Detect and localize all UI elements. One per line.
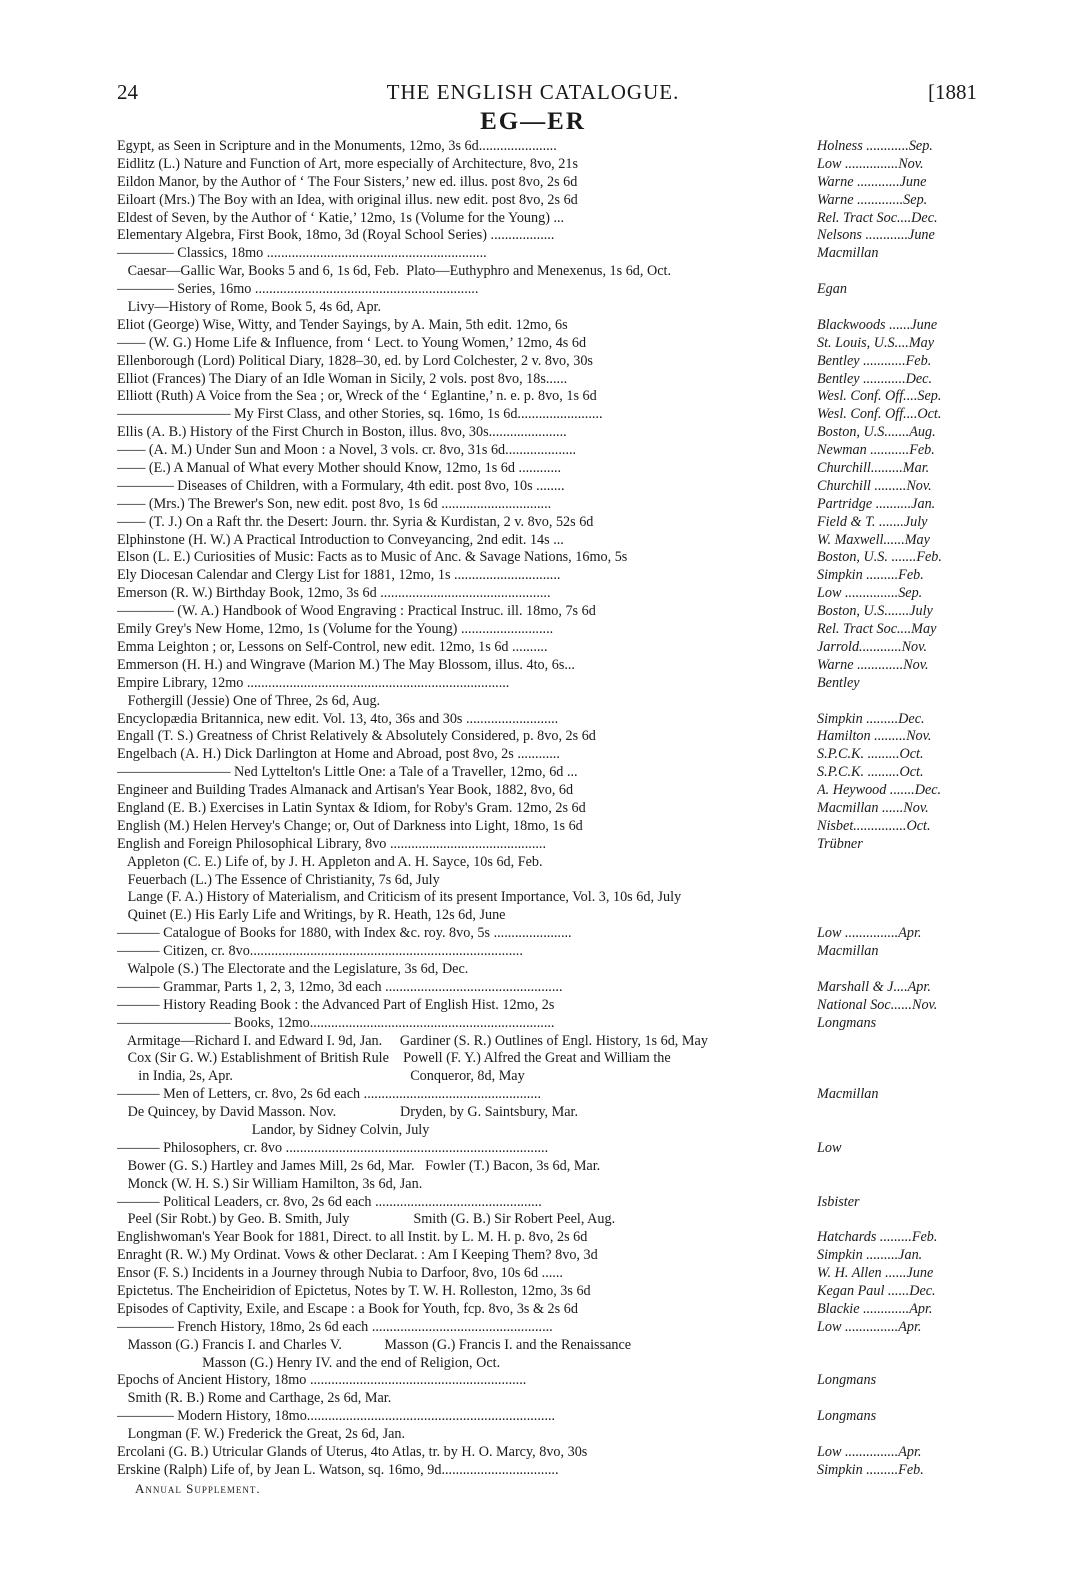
entry-publisher: Egan <box>817 281 847 298</box>
entry-publisher: Rel. Tract Soc....May <box>817 621 937 638</box>
entry-text: English (M.) Helen Hervey's Change; or, Out of Darkness into Light, 18mo, 1s 6d <box>117 817 583 834</box>
entry-text: Emma Leighton ; or, Lessons on Self-Control, new edit. 12mo, 1s 6d .......... <box>117 638 548 655</box>
entry-text: Englishwoman's Year Book for 1881, Direct. to all Instit. by L. M. H. p. 8vo, 2s 6d <box>117 1229 588 1246</box>
catalogue-entry <box>117 1319 997 1337</box>
catalogue-entries <box>117 138 997 1498</box>
catalogue-entry <box>117 388 997 406</box>
catalogue-entry <box>117 496 997 514</box>
catalogue-entry <box>117 138 997 156</box>
catalogue-entry <box>117 1462 997 1480</box>
entry-text: Engall (T. S.) Greatness of Christ Relatively & Absolutely Considered, p. 8vo, 2s 6d <box>117 728 596 745</box>
entry-publisher: Bentley <box>817 674 860 691</box>
entry-text: Engineer and Building Trades Almanack and Artisan's Year Book, 1882, 8vo, 6d <box>117 782 574 799</box>
catalogue-entry <box>117 460 997 478</box>
catalogue-entry <box>117 818 997 836</box>
entry-text: in India, 2s, Apr. Conqueror, 8d, May <box>117 1068 525 1085</box>
catalogue-entry <box>117 836 997 854</box>
entry-publisher: Warne ............June <box>817 173 927 190</box>
entry-publisher: Hatchards .........Feb. <box>817 1229 938 1246</box>
entry-text: Elphinstone (H. W.) A Practical Introduction to Conveyancing, 2nd edit. 14s ... <box>117 531 564 548</box>
entry-publisher: Low ...............Sep. <box>817 585 923 602</box>
entry-text: ———————— My First Class, and other Stories, sq. 16mo, 1s 6d........................ <box>117 406 603 423</box>
catalogue-title: THE ENGLISH CATALOGUE. <box>386 80 680 104</box>
catalogue-entry <box>117 1033 997 1051</box>
entry-text: Elliot (Frances) The Diary of an Idle Woman in Sicily, 2 vols. post 8vo, 18s...... <box>117 370 568 387</box>
catalogue-entry <box>117 800 997 818</box>
catalogue-entry <box>117 192 997 210</box>
entry-publisher: Simpkin .........Feb. <box>817 1461 924 1478</box>
entry-text: Fothergill (Jessie) One of Three, 2s 6d, Aug. <box>117 692 381 709</box>
entry-text: Eliot (George) Wise, Witty, and Tender Sayings, by A. Main, 5th edit. 12mo, 6s <box>117 316 568 333</box>
entry-text: Enraght (R. W.) My Ordinat. Vows & other Declarat. : Am I Keeping Them? 8vo, 3d <box>117 1247 598 1264</box>
entry-publisher: Bentley ............Feb. <box>817 352 932 369</box>
entry-publisher: Macmillan ......Nov. <box>817 799 929 816</box>
catalogue-entry <box>117 1140 997 1158</box>
entry-publisher: A. Heywood .......Dec. <box>817 782 942 799</box>
entry-text: Empire Library, 12mo .......................................................................... <box>117 674 510 691</box>
catalogue-entry <box>117 549 997 567</box>
catalogue-entry <box>117 889 997 907</box>
entry-text: De Quincey, by David Masson. Nov. Dryden, by G. Saintsbury, Mar. <box>117 1104 579 1121</box>
entry-text: Epictetus. The Encheiridion of Epictetus, Notes by T. W. H. Rolleston, 12mo, 3s 6d <box>117 1283 591 1299</box>
footer-text: Annual Supplement. <box>135 1480 261 1496</box>
entry-text: Smith (R. B.) Rome and Carthage, 2s 6d, Mar. <box>117 1390 392 1407</box>
entry-publisher: Low ...............Apr. <box>817 925 922 942</box>
entry-text: Eildon Manor, by the Author of ‘ The Four Sisters,’ new ed. illus. post 8vo, 2s 6d <box>117 173 578 190</box>
entry-text: ———— Classics, 18mo .............................................................. <box>117 245 487 262</box>
catalogue-entry <box>117 657 997 675</box>
catalogue-entry <box>117 1086 997 1104</box>
catalogue-entry <box>117 585 997 603</box>
catalogue-entry <box>117 1015 997 1033</box>
catalogue-entry <box>117 693 997 711</box>
entry-text: Elliott (Ruth) A Voice from the Sea ; or, Wreck of the ‘ Eglantine,’ n. e. p. 8vo, 1s 6d <box>117 388 597 405</box>
entry-text: Masson (G.) Henry IV. and the end of Religion, Oct. <box>117 1354 501 1371</box>
catalogue-entry <box>117 174 997 192</box>
entry-publisher: W. Maxwell......May <box>817 531 930 548</box>
entry-publisher: Trübner <box>817 835 863 852</box>
catalogue-entry <box>117 1158 997 1176</box>
entry-publisher: Longmans <box>817 1408 877 1425</box>
entry-publisher: Jarrold............Nov. <box>817 638 927 655</box>
entry-text: Eidlitz (L.) Nature and Function of Art, more especially of Architecture, 8vo, 21s <box>117 155 578 172</box>
entry-text: Emily Grey's New Home, 12mo, 1s (Volume for the Young) .......................... <box>117 621 554 638</box>
catalogue-entry <box>117 478 997 496</box>
entry-publisher: Boston, U.S.......July <box>817 603 933 620</box>
entry-text: ———— French History, 18mo, 2s 6d each ................................................... <box>117 1318 553 1335</box>
entry-text: Episodes of Captivity, Exile, and Escape : a Book for Youth, fcp. 8vo, 3s & 2s 6d <box>117 1300 578 1317</box>
catalogue-entry <box>117 782 997 800</box>
catalogue-entry <box>117 711 997 729</box>
entry-publisher: Longmans <box>817 1372 877 1389</box>
entry-text: —— (T. J.) On a Raft thr. the Desert: Journ. thr. Syria & Kurdistan, 2 v. 8vo, 52s 6d <box>117 513 594 530</box>
entry-text: ———— Series, 16mo ............................................................... <box>117 281 479 298</box>
entry-text: Armitage—Richard I. and Edward I. 9d, Jan. Gardiner (S. R.) Outlines of Engl. History, 1s 6d, May <box>117 1032 708 1049</box>
entry-text: Eldest of Seven, by the Author of ‘ Katie,’ 12mo, 1s (Volume for the Young) ... <box>117 209 565 226</box>
catalogue-entry <box>117 1176 997 1194</box>
entry-publisher: Blackwoods ......June <box>817 316 938 333</box>
catalogue-entry <box>117 621 997 639</box>
entry-publisher: Simpkin .........Jan. <box>817 1247 923 1264</box>
entry-text: ——— History Reading Book : the Advanced Part of English Hist. 12mo, 2s <box>117 996 555 1013</box>
entry-publisher: Boston, U.S. .......Feb. <box>817 549 942 566</box>
catalogue-entry <box>117 317 997 335</box>
entry-publisher: Churchill.........Mar. <box>817 460 930 477</box>
entry-text: ——— Grammar, Parts 1, 2, 3, 12mo, 3d each .................................................. <box>117 978 563 995</box>
catalogue-entry <box>117 1104 997 1122</box>
entry-text: —— (W. G.) Home Life & Influence, from ‘ Lect. to Young Women,’ 12mo, 4s 6d <box>117 334 587 351</box>
entry-publisher: Holness ............Sep. <box>817 138 933 154</box>
entry-text: ——— Philosophers, cr. 8vo .......................................................................... <box>117 1139 549 1156</box>
catalogue-entry <box>117 1050 997 1068</box>
entry-text: Appleton (C. E.) Life of, by J. H. Appleton and A. H. Sayce, 10s 6d, Feb. <box>117 853 543 870</box>
catalogue-entry <box>117 299 997 317</box>
entry-text: ———————— Books, 12mo..................................................................... <box>117 1014 555 1031</box>
catalogue-entry <box>117 1122 997 1140</box>
entry-publisher: Wesl. Conf. Off....Sep. <box>817 388 942 405</box>
entry-publisher: Nelsons ............June <box>817 227 935 244</box>
entry-publisher: Partridge ..........Jan. <box>817 495 936 512</box>
catalogue-entry <box>117 227 997 245</box>
entry-text: —— (E.) A Manual of What every Mother should Know, 12mo, 1s 6d ............ <box>117 460 562 477</box>
catalogue-entry <box>117 1283 997 1301</box>
entry-publisher: Low ...............Apr. <box>817 1444 922 1461</box>
entry-publisher: Simpkin .........Dec. <box>817 710 925 727</box>
catalogue-entry <box>117 335 997 353</box>
entry-publisher: Wesl. Conf. Off....Oct. <box>817 406 942 423</box>
catalogue-entry <box>117 1390 997 1408</box>
entry-text: Bower (G. S.) Hartley and James Mill, 2s 6d, Mar. Fowler (T.) Bacon, 3s 6d, Mar. <box>117 1157 601 1174</box>
entry-text: Elementary Algebra, First Book, 18mo, 3d (Royal School Series) .................. <box>117 227 555 244</box>
catalogue-entry <box>117 639 997 657</box>
entry-publisher: National Soc......Nov. <box>817 996 938 1013</box>
entry-text: ——— Catalogue of Books for 1880, with Index &c. roy. 8vo, 5s ...................... <box>117 925 572 942</box>
catalogue-entry <box>117 925 997 943</box>
catalogue-entry <box>117 210 997 228</box>
entry-publisher: Low ...............Apr. <box>817 1318 922 1335</box>
entry-publisher: Macmillan <box>817 943 879 960</box>
catalogue-entry <box>117 1337 997 1355</box>
entry-publisher: Macmillan <box>817 245 879 262</box>
entry-text: Peel (Sir Robt.) by Geo. B. Smith, July Smith (G. B.) Sir Robert Peel, Aug. <box>117 1211 616 1228</box>
entry-text: —— (A. M.) Under Sun and Moon : a Novel, 3 vols. cr. 8vo, 31s 6d.................... <box>117 442 577 459</box>
entry-publisher: Hamilton .........Nov. <box>817 728 932 745</box>
entry-text: ———————— Ned Lyttelton's Little One: a Tale of a Traveller, 12mo, 6d ... <box>117 764 578 781</box>
entry-text: Cox (Sir G. W.) Establishment of British Rule Powell (F. Y.) Alfred the Great and William the <box>117 1050 671 1067</box>
entry-text: Ellenborough (Lord) Political Diary, 1828–30, ed. by Lord Colchester, 2 v. 8vo, 30s <box>117 352 593 369</box>
entry-publisher: S.P.C.K. .........Oct. <box>817 764 924 781</box>
entry-publisher: Rel. Tract Soc....Dec. <box>817 209 938 226</box>
entry-publisher: Newman ...........Feb. <box>817 442 935 459</box>
entry-publisher: Kegan Paul ......Dec. <box>817 1283 936 1299</box>
catalogue-entry <box>117 406 997 424</box>
entry-publisher: Longmans <box>817 1014 877 1031</box>
catalogue-entry <box>117 424 997 442</box>
entry-publisher: Simpkin .........Feb. <box>817 567 924 584</box>
year-label: [1881 <box>928 80 977 104</box>
catalogue-entry <box>117 1211 997 1229</box>
entry-text: Longman (F. W.) Frederick the Great, 2s 6d, Jan. <box>117 1426 406 1443</box>
entry-text: Emmerson (H. H.) and Wingrave (Marion M.) The May Blossom, illus. 4to, 6s... <box>117 656 575 673</box>
entry-text: ——— Men of Letters, cr. 8vo, 2s 6d each .................................................. <box>117 1086 541 1103</box>
catalogue-entry <box>117 532 997 550</box>
catalogue-entry <box>117 567 997 585</box>
catalogue-entry <box>117 764 997 782</box>
entry-publisher: Macmillan <box>817 1086 879 1103</box>
entry-text: Ercolani (G. B.) Utricular Glands of Uterus, 4to Atlas, tr. by H. O. Marcy, 8vo, 30s <box>117 1444 588 1461</box>
entry-publisher: Isbister <box>817 1193 860 1210</box>
entry-publisher: Warne .............Nov. <box>817 656 929 673</box>
entry-publisher: S.P.C.K. .........Oct. <box>817 746 924 763</box>
entry-publisher: W. H. Allen ......June <box>817 1265 934 1282</box>
page-number: 24 <box>117 80 138 104</box>
running-header <box>0 80 1066 110</box>
entry-text: ——— Political Leaders, cr. 8vo, 2s 6d each ............................................... <box>117 1193 542 1210</box>
entry-text: Caesar—Gallic War, Books 5 and 6, 1s 6d, Feb. Plato—Euthyphro and Menexenus, 1s 6d, Oct. <box>117 263 672 280</box>
entry-text: Masson (G.) Francis I. and Charles V. Masson (G.) Francis I. and the Renaissance <box>117 1336 632 1353</box>
catalogue-entry <box>117 1194 997 1212</box>
catalogue-entry <box>117 156 997 174</box>
catalogue-entry <box>117 943 997 961</box>
entry-publisher: Field & T. .......July <box>817 513 928 530</box>
entry-text: Monck (W. H. S.) Sir William Hamilton, 3s 6d, Jan. <box>117 1175 423 1192</box>
entry-text: Ely Diocesan Calendar and Clergy List for 1881, 12mo, 1s .............................. <box>117 567 561 584</box>
entry-text: Egypt, as Seen in Scripture and in the Monuments, 12mo, 3s 6d...................... <box>117 138 557 154</box>
entry-text: Ensor (F. S.) Incidents in a Journey through Nubia to Darfoor, 8vo, 10s 6d ...... <box>117 1265 563 1282</box>
entry-publisher: Marshall & J....Apr. <box>817 978 931 995</box>
catalogue-entry <box>117 872 997 890</box>
entry-text: —— (Mrs.) The Brewer's Son, new edit. post 8vo, 1s 6d ............................... <box>117 495 552 512</box>
entry-text: Encyclopædia Britannica, new edit. Vol. 13, 4to, 36s and 30s .......................... <box>117 710 559 727</box>
entry-text: ———— Diseases of Children, with a Formulary, 4th edit. post 8vo, 10s ........ <box>117 477 565 494</box>
catalogue-entry <box>117 371 997 389</box>
footer-note <box>117 1480 997 1498</box>
entry-publisher: Low <box>817 1139 842 1156</box>
entry-text: Feuerbach (L.) The Essence of Christianity, 7s 6d, July <box>117 871 440 888</box>
catalogue-entry <box>117 997 997 1015</box>
entry-publisher: Low ...............Nov. <box>817 155 924 172</box>
catalogue-entry <box>117 245 997 263</box>
catalogue-entry <box>117 1355 997 1373</box>
catalogue-entry <box>117 1229 997 1247</box>
catalogue-entry <box>117 728 997 746</box>
catalogue-entry <box>117 1247 997 1265</box>
catalogue-entry <box>117 907 997 925</box>
catalogue-entry <box>117 854 997 872</box>
entry-publisher: St. Louis, U.S....May <box>817 334 935 351</box>
catalogue-entry <box>117 514 997 532</box>
catalogue-entry <box>117 1068 997 1086</box>
section-heading: EG—ER <box>480 108 586 135</box>
entry-publisher: Churchill .........Nov. <box>817 477 932 494</box>
entry-text: English and Foreign Philosophical Library, 8vo ............................................ <box>117 835 547 852</box>
catalogue-entry <box>117 1408 997 1426</box>
catalogue-entry <box>117 353 997 371</box>
entry-publisher: Nisbet...............Oct. <box>817 817 931 834</box>
catalogue-entry <box>117 442 997 460</box>
entry-text: Livy—History of Rome, Book 5, 4s 6d, Apr. <box>117 299 382 316</box>
catalogue-entry <box>117 1426 997 1444</box>
catalogue-entry <box>117 281 997 299</box>
catalogue-entry <box>117 1444 997 1462</box>
entry-text: ———— Modern History, 18mo...................................................................... <box>117 1408 556 1425</box>
entry-text: England (E. B.) Exercises in Latin Syntax & Idiom, for Roby's Gram. 12mo, 2s 6d <box>117 799 586 816</box>
entry-text: Quinet (E.) His Early Life and Writings, by R. Heath, 12s 6d, June <box>117 907 506 924</box>
catalogue-entry <box>117 603 997 621</box>
entry-text: Lange (F. A.) History of Materialism, and Criticism of its present Importance, Vol. 3, 10s 6d, July <box>117 889 682 906</box>
entry-text: ——— Citizen, cr. 8vo............................................................................. <box>117 943 523 960</box>
entry-text: Elson (L. E.) Curiosities of Music: Facts as to Music of Anc. & Savage Nations, 16mo, 5s <box>117 549 628 566</box>
entry-text: Emerson (R. W.) Birthday Book, 12mo, 3s 6d ................................................ <box>117 585 551 602</box>
entry-text: Erskine (Ralph) Life of, by Jean L. Watson, sq. 16mo, 9d................................. <box>117 1461 559 1478</box>
entry-text: Engelbach (A. H.) Dick Darlington at Home and Abroad, post 8vo, 2s ............ <box>117 746 560 763</box>
catalogue-entry <box>117 1265 997 1283</box>
catalogue-entry <box>117 263 997 281</box>
catalogue-entry <box>117 675 997 693</box>
entry-publisher: Bentley ............Dec. <box>817 370 933 387</box>
catalogue-entry <box>117 1301 997 1319</box>
entry-text: Ellis (A. B.) History of the First Church in Boston, illus. 8vo, 30s...................... <box>117 424 567 441</box>
entry-text: Eiloart (Mrs.) The Boy with an Idea, with original illus. new edit. post 8vo, 2s 6d <box>117 191 578 208</box>
entry-text: Walpole (S.) The Electorate and the Legislature, 3s 6d, Dec. <box>117 960 469 977</box>
entry-publisher: Boston, U.S.......Aug. <box>817 424 936 441</box>
catalogue-entry <box>117 1372 997 1390</box>
entry-text: Landor, by Sidney Colvin, July <box>117 1121 430 1138</box>
entry-publisher: Blackie .............Apr. <box>817 1300 933 1317</box>
entry-text: ———— (W. A.) Handbook of Wood Engraving : Practical Instruc. ill. 18mo, 7s 6d <box>117 603 596 620</box>
entry-publisher: Warne .............Sep. <box>817 191 928 208</box>
catalogue-entry <box>117 979 997 997</box>
catalogue-entry <box>117 746 997 764</box>
catalogue-entry <box>117 961 997 979</box>
entry-text: Epochs of Ancient History, 18mo ............................................................. <box>117 1372 527 1389</box>
